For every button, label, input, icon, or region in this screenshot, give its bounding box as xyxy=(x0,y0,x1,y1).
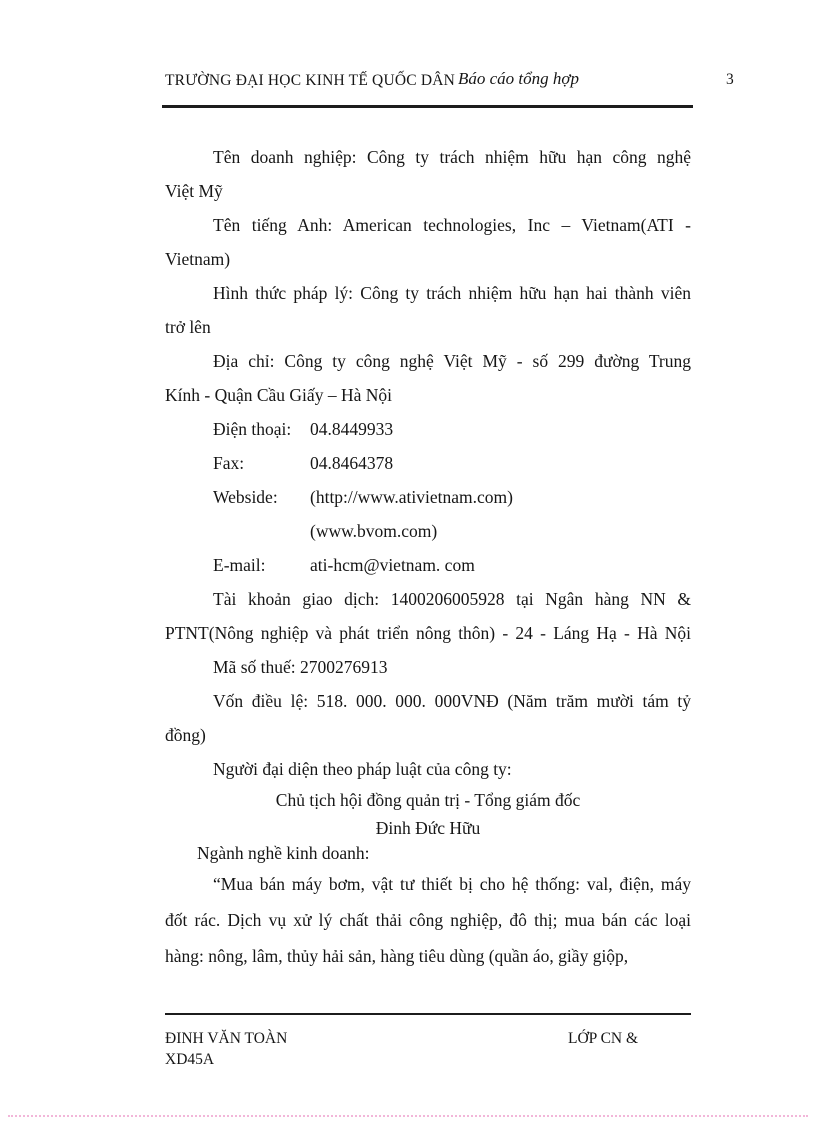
header-school-title: TRƯỜNG ĐẠI HỌC KINH TẾ QUỐC DÂN xyxy=(165,72,456,89)
body-line: Tên tiếng Anh: American technologies, Inc – Vietnam(ATI - xyxy=(213,215,691,235)
kv-label: E-mail: xyxy=(213,555,266,575)
body-line: Ngành nghề kinh doanh: xyxy=(197,843,370,863)
document-body xyxy=(165,140,691,974)
footer-rule xyxy=(165,1013,691,1015)
footer-author-name: ĐINH VĂN TOÀN xyxy=(165,1030,288,1047)
kv-value: ati-hcm@vietnam. com xyxy=(310,555,475,575)
body-line-kv xyxy=(165,412,691,446)
header-rule xyxy=(162,105,693,108)
body-line: Chủ tịch hội đồng quản trị - Tổng giám đốc xyxy=(275,790,581,810)
body-line: trở lên xyxy=(165,317,211,337)
body-line: Vốn điều lệ: 518. 000. 000. 000VNĐ (Năm trăm mười tám tỷ xyxy=(213,691,691,711)
body-line: Kính - Quận Cầu Giấy – Hà Nội xyxy=(165,385,392,405)
kv-label: Điện thoại: xyxy=(213,419,292,439)
body-line: đốt rác. Dịch vụ xử lý chất thải công nghiệp, đô thị; mua bán các loại xyxy=(165,910,691,930)
body-line-kv xyxy=(165,514,691,548)
body-line: hàng: nông, lâm, thủy hải sản, hàng tiêu dùng (quần áo, giầy giộp, xyxy=(165,946,629,966)
body-line: Người đại diện theo pháp luật của công ty: xyxy=(213,759,512,779)
kv-value: (www.bvom.com) xyxy=(310,521,438,541)
header-page-number: 3 xyxy=(726,71,734,88)
kv-value: (http://www.ativietnam.com) xyxy=(310,487,513,507)
body-line: Việt Mỹ xyxy=(165,181,223,201)
body-line-kv xyxy=(165,480,691,514)
footer-author-class-code: XD45A xyxy=(165,1051,215,1068)
body-line-kv xyxy=(165,446,691,480)
header-report-title: Báo cáo tổng hợp xyxy=(458,69,579,88)
body-line: Vietnam) xyxy=(165,249,231,269)
footer-class-label: LỚP CN & xyxy=(568,1030,639,1047)
body-line: “Mua bán máy bơm, vật tư thiết bị cho hệ thống: val, điện, máy xyxy=(213,874,691,894)
body-line-kv xyxy=(165,548,691,582)
body-line: Tài khoản giao dịch: 1400206005928 tại Ngân hàng NN & xyxy=(213,589,691,609)
body-line: Tên doanh nghiệp: Công ty trách nhiệm hữu hạn công nghệ xyxy=(213,147,691,167)
body-line: Mã số thuế: 2700276913 xyxy=(213,657,388,677)
body-line: Địa chỉ: Công ty công nghệ Việt Mỹ - số 299 đường Trung xyxy=(213,351,691,371)
kv-value: 04.8449933 xyxy=(310,419,394,439)
body-line: Hình thức pháp lý: Công ty trách nhiệm hữu hạn hai thành viên xyxy=(213,283,691,303)
body-line: PTNT(Nông nghiệp và phát triển nông thôn) - 24 - Láng Hạ - Hà Nội xyxy=(165,623,691,643)
page-boundary-dotted-line xyxy=(8,1115,808,1117)
kv-label: Fax: xyxy=(213,453,245,473)
kv-label: Webside: xyxy=(213,487,278,507)
kv-value: 04.8464378 xyxy=(310,453,394,473)
body-line: Đinh Đức Hữu xyxy=(375,818,481,838)
body-line: đồng) xyxy=(165,725,206,745)
